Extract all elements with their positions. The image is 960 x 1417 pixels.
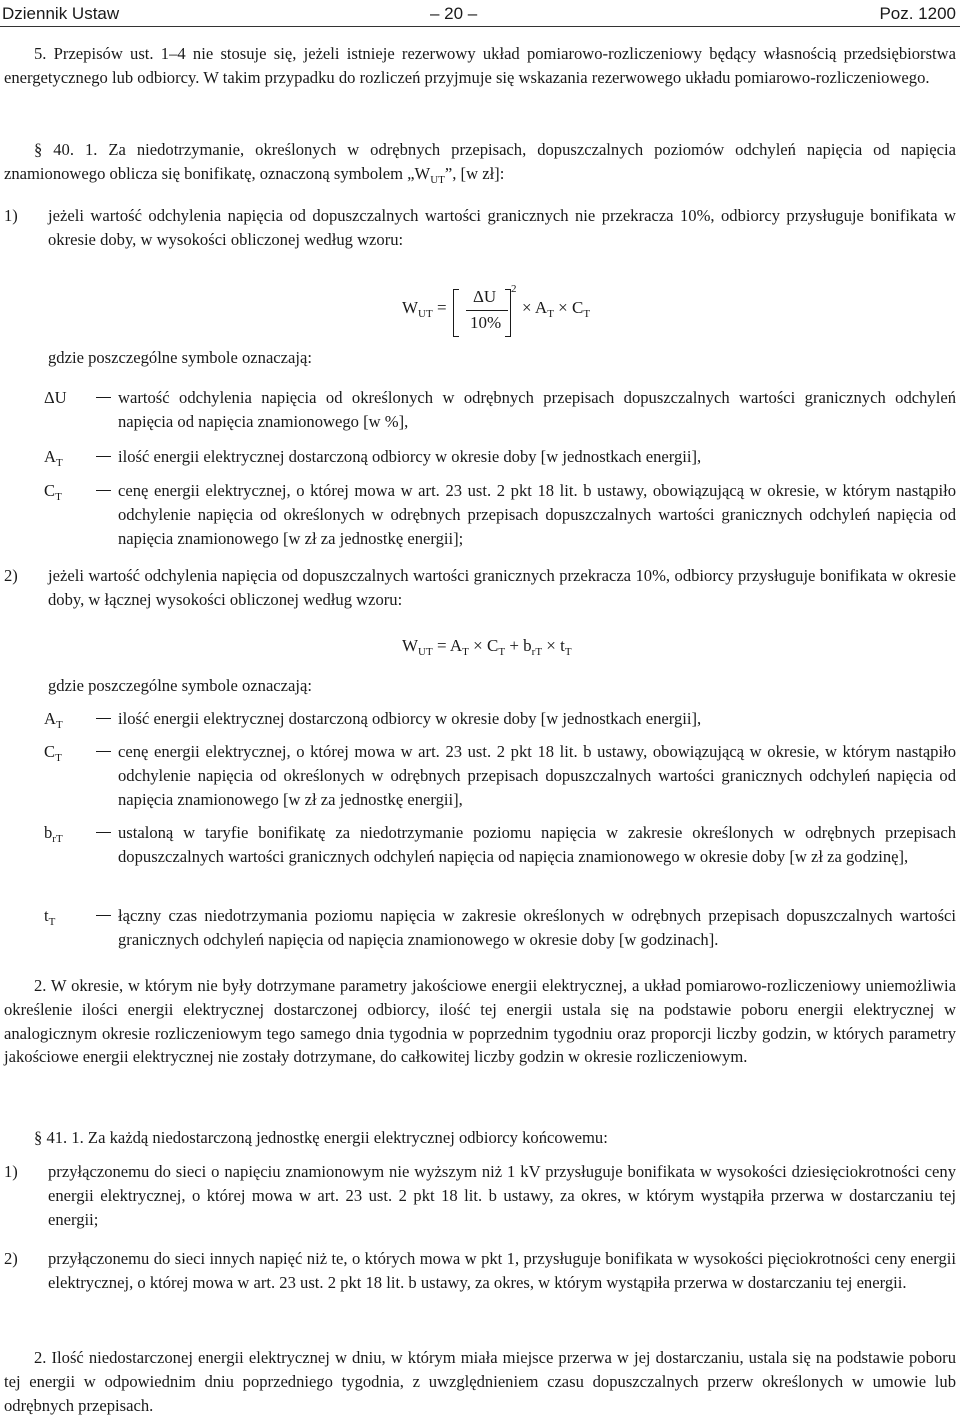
symbol-subscript: T [55, 719, 63, 731]
symbol-subscript: T [55, 752, 62, 764]
symbols-label-2: gdzie poszczególne symbole oznaczają: [48, 676, 312, 695]
symbol-subscript: rT [52, 833, 63, 845]
formula-subscript: UT [418, 646, 433, 658]
formula-symbol-a: A [449, 636, 463, 655]
item-number: 2) [4, 566, 18, 585]
item-text: przyłączonemu do sieci o napięciu znamionowym nie wyższym niż 1 kV przysługuje bonifikata w wysokości dziesięciokrotności ceny energii elektrycznej, o której mowa w art. 23 ust. 2 pkt 18 lit. b ustawy, za okres, w którym wystąpiła przerwa w dostarczaniu tej energii; [48, 1162, 956, 1229]
symbol-letter: A [44, 709, 56, 728]
definition-text: ilość energii elektrycznej dostarczoną odbiorcy w okresie doby [w jednostkach energii], [118, 709, 702, 728]
page-number: – 20 – [430, 4, 478, 23]
section-40-intro [4, 138, 956, 186]
formula-2 [402, 634, 572, 658]
formula-subscript: T [462, 646, 469, 658]
definition-symbol [44, 386, 94, 410]
formula-symbol-a: A [534, 298, 548, 317]
definition-text: łączny czas niedotrzymania poziomu napięcia w zakresie określonych w odrębnych przepisach dopuszczalnych wartości granicznych odchyleń napięcia od napięcia znamionowego w okresie doby [w godzinach]. [118, 906, 956, 949]
symbol-letter: t [44, 906, 49, 925]
symbol-subscript: T [55, 457, 63, 469]
symbols-label-1: gdzie poszczególne symbole oznaczają: [48, 348, 312, 367]
definition-dash [96, 397, 111, 398]
formula-symbol-w: W [402, 298, 419, 317]
formula-symbol-t: t [560, 636, 565, 655]
definition-text: ilość energii elektrycznej dostarczoną odbiorcy w okresie doby [w jednostkach energii], [118, 447, 702, 466]
definition-symbol [44, 479, 94, 503]
symbol-letter: C [44, 742, 56, 761]
symbol-letter: ΔU [44, 388, 67, 407]
section-40-intro-end: ”, [w zł]: [444, 163, 505, 183]
times-sign: × [546, 636, 556, 655]
formula-subscript: T [583, 308, 591, 320]
journal-title: Dziennik Ustaw [2, 4, 120, 23]
position-number: Poz. 1200 [879, 4, 956, 23]
definition-text: wartość odchylenia napięcia od określonych w odrębnych przepisach dopuszczalnych wartości granicznych odchyleń napięcia od napięcia znamionowego [w %], [118, 388, 956, 431]
plus-sign: + [509, 636, 519, 655]
formula-1-rhs [522, 296, 590, 320]
formula-symbol-b: b [523, 636, 532, 655]
item-text: jeżeli wartość odchylenia napięcia od dopuszczalnych wartości granicznych nie przekracza 10%, odbiorcy przysługuje bonifikata w okresie doby, w wysokości obliczonej według wzoru: [48, 206, 956, 249]
formula-subscript: T [498, 646, 506, 658]
definition-dash [96, 456, 111, 457]
definition-text: cenę energii elektrycznej, o której mowa w art. 23 ust. 2 pkt 18 lit. b ustawy, obowiązującą w okresie, w którym nastąpiło odchylenie napięcia od określonych w odrębnych przepisach dopuszczalnych wartości granicznych odchyleń napięcia od napięcia znamionowego [w zł za jednostkę energii]; [118, 481, 956, 548]
formula-1-lhs [402, 296, 447, 320]
section-40-paragraph-2: 2. W okresie, w którym nie były dotrzymane parametry jakościowe energii elektrycznej, a układ pomiarowo-rozliczeniowy uniemożliwia określenie ilości energii elektrycznej dostarczonej odbiorcy, ilość tej energii ustala się na podstawie poboru energii elektrycznej w analogicznym okresie rozliczeniowym tego samego dnia tygodnia w poprzednim tygodniu oraz proporcji liczby godzin, w których parametry jakościowe energii elektrycznej nie zostały dotrzymane, do całkowitej liczby godzin w okresie rozliczeniowym. [4, 976, 956, 1067]
item-text: jeżeli wartość odchylenia napięcia od dopuszczalnych wartości granicznych przekracza 10%, odbiorcy przysługuje bonifikata w okresie doby, w łącznej wysokości obliczonej według wzoru: [48, 566, 956, 609]
formula-symbol-c: C [572, 298, 584, 317]
definition-symbol [44, 740, 94, 764]
fraction-numerator: ΔU [473, 287, 497, 306]
formula-subscript: rT [531, 646, 543, 658]
formula-subscript: T [564, 646, 572, 658]
section-41-paragraph-2: 2. Ilość niedostarczonej energii elektrycznej w dniu, w którym miała miejsce przerwa w jej dostarczaniu, ustala się na podstawie poboru tej energii w odpowiednim dniu poprzedniego tygodnia, z uwzględnieniem czasu dopuszczalnych przerw określonych w umowie lub odrębnych przepisach. [4, 1348, 956, 1415]
item-number: 2) [4, 1249, 18, 1268]
page-header [0, 0, 960, 26]
definition-symbol [44, 445, 94, 469]
symbol-subscript: T [48, 916, 56, 928]
definition-text: ustaloną w taryfie bonifikatę za niedotrzymanie poziomu napięcia w zakresie określonych w odrębnych przepisach dopuszczalnych wartości granicznych odchyleń napięcia od napięcia znamionowego w okresie doby [w zł za godzinę], [118, 823, 956, 866]
formula-symbol-w: W [402, 636, 419, 655]
times-sign: × [522, 298, 532, 317]
definition-dash [96, 718, 111, 719]
definition-dash [96, 751, 111, 752]
symbol-letter: b [44, 823, 53, 842]
definition-symbol [44, 904, 94, 928]
formula-symbol-c: C [486, 636, 499, 655]
item-number: 1) [4, 206, 18, 225]
section-40-intro-text: § 40. 1. Za niedotrzymanie, określonych w odrębnych przepisach, dopuszczalnych poziomów odchyleń napięcia od napięcia znamionowego oblicza się bonifikatę, oznaczoną symbolem „W [4, 140, 956, 183]
item-number: 1) [4, 1162, 18, 1181]
definition-dash [96, 915, 111, 916]
paragraph-5: 5. Przepisów ust. 1–4 nie stosuje się, jeżeli istnieje rezerwowy układ pomiarowo-rozliczeniowy będący własnością przedsiębiorstwa energetycznego lub odbiorcy. W takim przypadku do rozliczeń przyjmuje się wskazania rezerwowego układu pomiarowo-rozliczeniowego. [4, 44, 956, 87]
formula-equals: = [436, 636, 447, 655]
symbol-subscript: T [55, 491, 62, 503]
item-text: przyłączonemu do sieci innych napięć niż te, o których mowa w pkt 1, przysługuje bonifikata w wysokości pięciokrotności ceny energii elektrycznej, o której mowa w art. 23 ust. 2 pkt 18 lit. b ustawy, za okres, w którym wystąpiła przerwa w dostarczaniu tej energii. [48, 1249, 956, 1292]
w-subscript: UT [430, 173, 445, 186]
times-sign: × [558, 298, 568, 317]
exponent: 2 [511, 283, 517, 295]
times-sign: × [473, 636, 483, 655]
definition-text: cenę energii elektrycznej, o której mowa w art. 23 ust. 2 pkt 18 lit. b ustawy, obowiązującą w okresie, w którym nastąpiło odchylenie napięcia od określonych w odrębnych przepisach dopuszczalnych wartości granicznych odchyleń napięcia od napięcia znamionowego [w zł za jednostkę energii], [118, 742, 956, 809]
formula-equals: = [436, 298, 447, 317]
definition-symbol [44, 821, 94, 845]
definition-dash [96, 832, 111, 833]
definition-dash [96, 490, 111, 491]
definition-symbol [44, 707, 94, 731]
formula-subscript: UT [418, 308, 433, 320]
fraction-denominator: 10% [470, 313, 502, 332]
formula-subscript: T [547, 308, 554, 320]
section-41-intro: § 41. 1. Za każdą niedostarczoną jednostkę energii elektrycznej odbiorcy końcowemu: [34, 1128, 608, 1147]
symbol-letter: A [44, 447, 56, 466]
symbol-letter: C [44, 481, 56, 500]
left-bracket [453, 289, 459, 337]
header-divider [0, 26, 960, 27]
